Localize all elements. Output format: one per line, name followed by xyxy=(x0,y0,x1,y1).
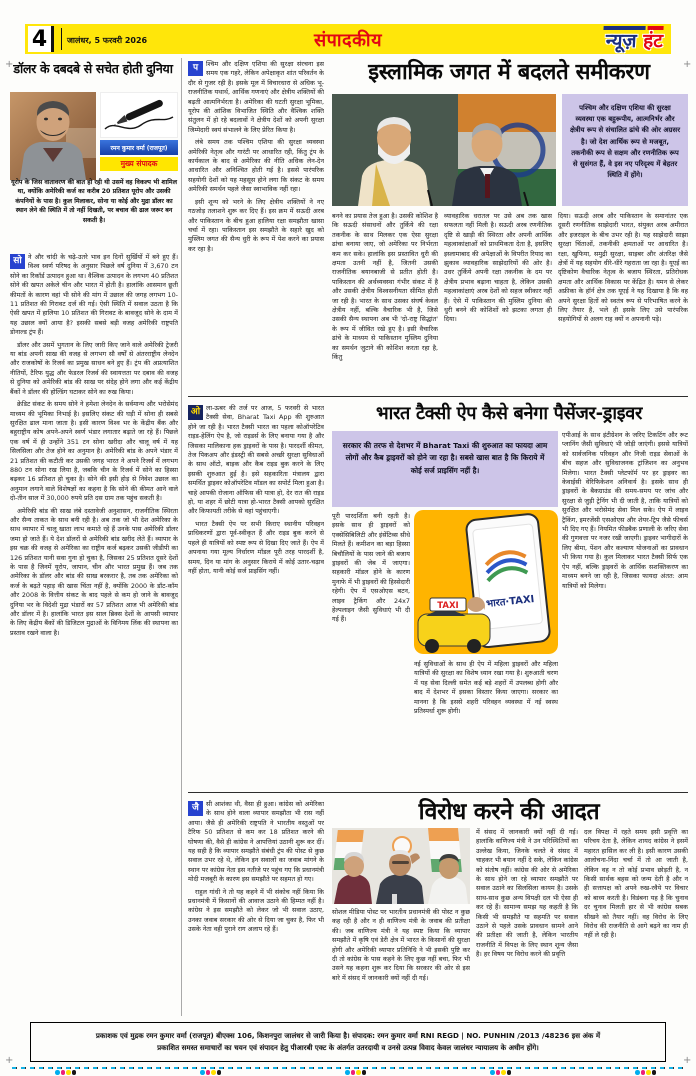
virodh-column-2: में संसद में जानकारी क्यों नहीं दी गई। हालांकि वाणिज्य मंत्री ने उन परिस्थितियों का उल्लेख किया, जिनके चलते वे संसद में चाहकर भी बयान नहीं दे सके, लेकिन कांग्रेस को संतोष नहीं। कांग्रेस की ओर से अमेरिका के साथ होने जा रहे व्यापार समझौते पर सवाल उठाने का सिलसिला कायम है। उसके साथ-साथ कुछ अन्य विपक्षी दल भी ऐसा ही कर रहे हैं। सामान्य समझ यह कहती है कि किसी भी समझौते या सहमति पर सवाल उठाने से पहले उसके प्रावधान सामने आने की प्रतीक्षा की जाती है, लेकिन भारतीय राजनीति में विपक्ष के लिए स्थान शून्य जैसा है। हर विषय पर विरोध करने की प्रवृत्ति xyxy=(476,828,578,959)
masthead-word-2: हंट xyxy=(642,30,664,52)
taxi-paragraph: भारत टैक्सी ऐप पर सभी किराए स्थानीय परिवहन प्राधिकरणों द्वारा पूर्व-स्वीकृत हैं और राइड बुक करने से पहले ही यात्रियों को स्पष्ट रूप से दिखा दिए जाते हैं। ऐप में अपनाया गया मूल्य निर्धारण मॉडल पूरी तरह पारदर्शी है, समय, दिन या मांग के अनुसार किराये में कोई उतार-चढ़ाव नहीं होता, यानी कोई सर्ज प्राइसिंग नहीं। xyxy=(188,519,324,575)
article-separator xyxy=(188,396,688,397)
islamic-paragraph: लंबे समय तक पश्चिम एशिया की सुरक्षा व्यवस्था अमेरिकी नेतृत्व और गारंटी पर आधारित रही, किंतु ट्रंप के कार्यकाल के बाद से अमेरिका की नीति अधिक लेन-देन आधारित और अनिश्चित होती गई है। इससे पारंपरिक सहयोगी देशों को यह महसूस होने लगा कि संकट के समय अमेरिकी समर्थन पहले जैसा स्वाभाविक नहीं रहा। xyxy=(188,138,324,194)
taxi-sign-text: TAXI xyxy=(437,601,459,611)
dollar-body xyxy=(10,253,178,1016)
taxi-paragraph: ला-ऊबर की तर्ज पर आज, 5 फरवरी से भारत टैक्सी सेवा, Bharat Taxi App की शुरुआत होने जा रही है। भारत टैक्सी भारत का पहला कोऑपरेटिव राइड-हेलिंग ऐप है, जो राइडर्स के लिए बनाया गया है और जिसका मालिकाना हक ड्राइवरों के पास है। पारदर्शी कीमत, तेज पिकअप और इंडस्ट्री की सबसे अच्छी सुरक्षा सुविधाओं के साथ ऑटो, बाइक और कैब राइड बुक करने के लिए इसकी शुरुआत हुई है। इसे सहकारिता मंत्रालय द्वारा समर्थित ड्राइवर कोऑपरेटिव मॉडल का सपोर्ट मिला हुआ है। चाहे आपकी रोजाना ऑफिस की यात्रा हो, देर रात की राइड हो, या शहर में छोटी यात्रा हो-भारत टैक्सी आपको सुरक्षित और किफायती तरीके से वहां पहुंचाएगी। xyxy=(188,404,324,516)
congress-leaders-photo xyxy=(332,828,470,904)
crop-mark-icon: + xyxy=(5,59,14,70)
pen-illustration xyxy=(100,92,178,138)
editor-title-badge: मुख्य संपादक xyxy=(100,157,178,171)
dollar-paragraph: अमेरिकी बांड की साख लंबे दस्तावेजी अनुशासन, राजनीतिक स्थिरता और सैन्य ताकत के साथ बनी रही है। अब तक जो भी देश अमेरिका के साथ व्यापार में चालू खाता लाभ कमाते रहे हैं उनके पास अमेरिकी डॉलर जमा हो जाते हैं। ये देश डॉलरों से अमेरिकी बांड खरीद लेते हैं। व्यापार के इस चक्र की वजह से अमेरिका का राष्ट्रीय कर्ज बढ़कर उसकी जीडीपी का 126 प्रतिशत यानी सवा गुना हो चुका है, जिसका 25 प्रतिशत दूसरे देशों के पास है जिनमें यूरोप, जापान, चीन और भारत प्रमुख हैं। जब तक अमेरिका के डॉलर और बांड की साख बरकरार है, तब तक अमेरिका को कर्ज के बढ़ते पहाड़ की खास चिंता नहीं है, क्योंकि 2000 के डॉट-कॉम और 2008 के वित्तीय संकट के बाद पहले से कम हो जाने के बावजूद दुनिया भर के विदेशी मुद्रा भंडारों का 57 प्रतिशत आज भी अमेरिकी बांड और डॉलर में है। हालांकि भारत इस साल ब्रिक्स देशों के आपसी व्यापार के लिए केंद्रीय बैंकों की डिजिटल मुद्राओं के विनिमय लिंक की स्थापना का प्रस्ताव रखने वाला है। xyxy=(10,506,178,637)
virodh-column-3: दल विपक्ष में रहते समय इसी प्रवृत्ति का परिचय देता है, लेकिन शायद कांग्रेस ने इसमें महारत हासिल कर ली है। इसी कारण उसकी आलोचना-निंदा चर्चा में तो आ जाती है, लेकिन वह न तो कोई प्रभाव छोड़ती है, न किसी सार्थक बहस को जन्म देती है और न ही सत्तापक्ष को अपने रुख-रवैये पर विचार को बाध्य करती है। विडंबना यह है कि चुनाव दर चुनाव मिलती हार से भी कांग्रेस सबक सीखने को तैयार नहीं। वह विरोध के लिए विरोध की राजनीति से आगे बढ़ने का नाम ही नहीं ले रही है। xyxy=(584,828,688,940)
editor-photo-image xyxy=(10,92,96,180)
print-registration-line xyxy=(12,1067,684,1069)
crop-mark-icon: + xyxy=(683,59,692,70)
crop-mark-icon: + xyxy=(683,1055,692,1066)
islamic-paragraph: इसी शून्य को भरने के लिए क्षेत्रीय शक्तियों ने नए गठजोड़ तलाशने शुरू कर दिए हैं। इस क्रम में सऊदी अरब और पाकिस्तान के बीच हुआ हालिया रक्षा समझौता खासा चर्चा में रहा। पाकिस्तान इस समझौते के सहारे खुद को मुस्लिम जगत की सैन्य धुरी के रूप में पेश करने का प्रयास कर रहा है। xyxy=(188,197,324,253)
column-rule xyxy=(181,58,182,1016)
page-number: 4 xyxy=(28,26,54,52)
imprint-line-1: प्रकाशक एवं मुद्रक रमन कुमार वर्मा (राजपूत) बीएक्स 106, किशनपुरा जालंधर से जारी किया है। संपादक: रमन कुमार वर्मा RNI REGD | NO. PUNHIN /2013 /48236 इस अंक में xyxy=(95,1031,601,1041)
virodh-paragraph: राहुल गांधी ने तो यह कहने में भी संकोच नहीं किया कि प्रधानमंत्री में किसानों की आवाज उठाने की हिम्मत नहीं है। कांग्रेस ने इस समझौते को लेकर जो भी सवाल उठाए, उनका जवाब सरकार की ओर से दिया जा चुका है, फिर भी उसके नेता वही पुराने राग अलाप रहे हैं। xyxy=(188,887,324,934)
dollar-dropcap: सो xyxy=(10,254,25,269)
virodh-headline: विरोध करने की आदत xyxy=(418,799,600,825)
editor-photo xyxy=(10,92,96,180)
taxi-column-4: एपीआई के साथ इंटीग्रेशन के जरिए टिकटिंग और रूट प्लानिंग जैसी सुविधाएं भी जोड़ी जाएंगी। इससे यात्रियों को सार्वजनिक परिवहन और निजी राइड सेवाओं के बीच सहज और सुविधाजनक ट्रांजिशन का अनुभव मिलेगा। भारत टैक्सी प्लेटफॉर्म पर हर ड्राइवर का केवाईसी वेरिफिकेशन अनिवार्य है। इसके साथ ही ड्राइवरों के बैकग्राउंड की समय-समय पर जांच और सुरक्षा से जुड़ी ट्रेनिंग भी दी जाती है, ताकि यात्रियों को सुरक्षित और भरोसेमंद सेवा मिल सके। ऐप में लाइव ट्रैकिंग, इमरजेंसी एसओएस और शेयर-ट्रिप जैसे फीचर्स भी दिए गए हैं। नियमित फीडबैक प्रणाली के जरिए सेवा की गुणवत्ता पर नजर रखी जाएगी। ड्राइवर भागीदारों के लिए बीमा, पेंशन और कल्याण योजनाओं का प्रावधान भी किया गया है। कुल मिलाकर भारत टैक्सी सिर्फ एक ऐप नहीं, बल्कि ड्राइवरों के आर्थिक सशक्तिकरण का माध्यम बनने जा रही है, जिसका फायदा अंतत: आम यात्रियों को मिलेगा। xyxy=(562,431,688,590)
islamic-column-2: बनने का प्रयास तेज हुआ है। उसकी कोशिश है कि सऊदी संसाधनों और तुर्किये की रक्षा तकनीक के साथ मिलकर एक ऐसा सुरक्षा ढांचा बनाया जाए, जो अमेरिका पर निर्भरता कम कर सके। हालांकि इस प्रस्तावित धुरी की क्षमता उतनी नहीं है, जितनी उसकी राजनीतिक बयानबाजी से प्रतीत होती है। पाकिस्तान की अर्थव्यवस्था गंभीर संकट में है और उसकी क्षेत्रीय विश्वसनीयता सीमित होती जा रही है। भारत के साथ उसका संघर्ष केवल क्षेत्रीय नहीं, बल्कि वैचारिक भी है, जिसे उसकी सैन्य स्थापना अब भी 'दो-राष्ट्र सिद्धांत' के रूप में जीवित रखे हुए है। इसी वैचारिक ढांचे के माध्यम से पाकिस्तान मुस्लिम दुनिया का समर्थन जुटाने की कोशिश करता रहा है, किंतु xyxy=(332,212,438,362)
islamic-paragraph: श्चिम और दक्षिण एशिया की सुरक्षा संरचना इस समय एक गहरे, लेकिन अपेक्षाकृत शांत परिवर्तन के दौर से गुजर रही है। इसके मूल में विचारधारा से अधिक भू-राजनीतिक यथार्थ, आर्थिक गणनाएं और क्षेत्रीय शक्तियों की बढ़ती आत्मनिर्भरता है। अमेरिका की घटती सुरक्षा भूमिका, यूरोप की आंशिक विभाजित स्थिति और वैश्विक शक्ति संतुलन में हो रहे बदलावों ने क्षेत्रीय देशों को अपनी सुरक्षा जिम्मेदारी स्वयं संभालने के लिए प्रेरित किया है। xyxy=(188,60,324,134)
virodh-column-1 xyxy=(188,800,324,1016)
bharat-taxi-app-photo xyxy=(414,510,558,654)
imprint-line-2: प्रकाशित समस्त समाचारों का चयन एवं संपादन हेतु पीआरबी एक्ट के अंतर्गत उतरदायी व उनसे उत्पन्न विवाद केवल जालंधर न्यायालय के अधीन होंगे। xyxy=(157,1043,539,1052)
registration-dots-icon xyxy=(345,1070,366,1075)
registration-dots-icon xyxy=(55,1070,76,1075)
registration-dots-icon xyxy=(490,1070,511,1075)
masthead-logo xyxy=(584,25,663,53)
modi-shehbaz-photo-image xyxy=(332,94,556,206)
editor-name-badge: रमन कुमार वर्मा (राजपूत) xyxy=(100,140,178,155)
dollar-paragraph: क्रेडिट संकट के समय सोने ने हमेशा लेनदेन के सर्वमान्य और भरोसेमंद माध्यम की भूमिका निभाई है। इसलिए संकट की घड़ी में सोना ही सबसे सुरक्षित ढाल माना जाता है। इसी कारण विश्व भर के केंद्रीय बैंक और बहुराष्ट्रीय कोष अपने-अपने स्वर्ण भंडार लगातार बढ़ाते जा रहे हैं। पिछले एक वर्ष में ही उन्होंने 351 टन सोना खरीदा और चालू वर्ष में यह सिलसिला और तेज होने का अनुमान है। अमेरिकी बांड के अपने भंडार में 21 प्रतिशत की कटौती कर उसकी जगह भारत ने अपने रिजर्व में लगभग 880 टन सोना रख लिया है, जबकि चीन के रिजर्व में सोने का हिस्सा बढ़कर 16 प्रतिशत हो चुका है। सोने की इसी होड़ से निवेश उछाल का अनुमान लगाने वाले विशेषज्ञों का कहना है कि सोने की कीमत आने वाले दो-तीन साल में 30,000 रुपये प्रति दस ग्राम तक पहुंच सकती है। xyxy=(10,400,178,503)
islamic-pull-quote-box: पश्चिम और दक्षिण एशिया की सुरक्षा व्यवस्था एक बहुरूपीय, आत्मनिर्भर और क्षेत्रीय रूप से संचालित ढांचे की ओर अग्रसर है। जो देश आर्थिक रूप से मजबूत, तकनीकी रूप से सक्षम और रणनीतिक रूप से सुसंगत हैं, वे इस नए परिदृश्य में बेहतर स्थिति में होंगे। xyxy=(562,94,688,206)
taxi-column-3: नई सुविधाओं के साथ ही ऐप में महिला ड्राइवरों और महिला यात्रियों की सुरक्षा का विशेष ध्यान रखा गया है। शुरुआती चरण में यह सेवा दिल्ली समेत कई बड़े शहरों में उपलब्ध होगी और बाद में देशभर में इसका विस्तार किया जाएगा। सरकार का मानना है कि इससे शहरी परिवहन व्यवस्था में नई स्वस्थ प्रतिस्पर्धा शुरू होगी। xyxy=(414,660,558,716)
taxi-dropcap: ओ xyxy=(188,405,203,420)
bharat-taxi-app-image xyxy=(414,510,558,654)
dollar-headline: डॉलर के दबदबे से सचेत होती दुनिया xyxy=(13,61,173,76)
section-title: संपादकीय xyxy=(313,30,383,51)
virodh-below-photo-text: सोशल मीडिया पोस्ट पर भारतीय प्रधानमंत्री की पोस्ट न कुछ कह रही है और न ही वाणिज्य मंत्री के जवाब की प्रतीक्षा की। जब वाणिज्य मंत्री ने यह स्पष्ट किया कि व्यापार समझौते में कृषि एवं डेरी क्षेत्र में भारत के किसानों की सुरक्षा होगी और अमेरिकी व्यापार प्रतिनिधि ने भी इसकी पुष्टि कर दी तो कांग्रेस के पास कहने के लिए कुछ नहीं बचा, फिर भी उसने यह कहना शुरू कर दिया कि सरकार की ओर से इस बारे में संसद में जानकारी क्यों नहीं दी गई। xyxy=(332,908,470,982)
taxi-column-2: पूरी पारदर्शिता बनी रहती है। इसके साथ ही ड्राइवरों को एक्सेसिबिलिटी और इंसेंटिव्स सीधे मिलते हैं। कमीशन का बड़ा हिस्सा बिचौलियों के पास जाने की बजाय ड्राइवरों की जेब में जाएगा। सहकारी मॉडल होने के कारण मुनाफे में भी ड्राइवरों की हिस्सेदारी रहेगी। ऐप में एसओएस बटन, लाइव ट्रैकिंग और 24x7 हेल्पलाइन जैसी सुविधाएं भी दी गई हैं। xyxy=(332,512,410,624)
page-header xyxy=(25,24,671,54)
dollar-paragraph: डॉलर और उसमें भुगतान के लिए जारी किए जाने वाले अमेरिकी ट्रेजरी या बांड अपनी साख की वजह से लगभग सौ वर्षों से अंतरराष्ट्रीय लेनदेन और राजकोषों के रिजर्व का प्रमुख साधन बने हुए हैं। ट्रंप की अप्रत्याशित नीतियों, टैरिफ युद्ध और फेडरल रिजर्व की स्वायत्तता पर दबाव की वजह से दुनिया को अमेरिकी बांड की साख पर संदेह होने लगा और कई केंद्रीय बैंकों ने डॉलर की होल्डिंग घटाकर सोने का रुख किया। xyxy=(10,340,178,396)
islamic-column-1 xyxy=(188,60,324,392)
taxi-headline: भारत टैक्सी ऐप कैसे बनेगा पैसेंजर-ड्राइवर xyxy=(375,403,643,424)
registration-dots-icon xyxy=(200,1070,221,1075)
virodh-dropcap: जै xyxy=(188,801,203,816)
taxi-column-1 xyxy=(188,404,324,788)
dollar-intro: यूरोप के जिस वातावरण की बात हो रही थी उसमें वह विकल्प भी शामिल था, क्योंकि अमेरिकी कर्ज का करीब 20 प्रतिशत यूरोप और उसकी कंपनियों के पास है। कुल मिलाकर, सोना या कोई और मुद्रा डॉलर का स्थान लेने की स्थिति में तो नहीं दिखती, पर बचाव की ढाल जरूर बन सकती है। xyxy=(11,179,177,224)
dollar-paragraph: ने और चांदी के चढ़े-उतरे भाव इन दिनों सुर्खियों में बने हुए हैं। विश्व स्वर्ण परिषद के अनुसार पिछले वर्ष दुनिया में 3,670 टन सोने का रिकॉर्ड उत्पादन हुआ था। वैश्विक उत्पादन के लगभग 40 प्रतिशत सोने की खपत अकेले चीन और भारत में होती है। हालांकि आसमान छूती कीमतों के कारण वहां भी सोने की मांग में उछाल की जगह लगभग 10-11 प्रतिशत की गिरावट दर्ज की गई। ऐसी स्थिति में सवाल उठता है कि ऐसी खपत में हालिया 10 प्रतिशत की गिरावट के बावजूद सोने के दाम में यह उछाल क्यों आया है? इसकी सबसे बड़ी वजह अमेरिकी राष्ट्रपति डोनाल्ड ट्रंप हैं। xyxy=(10,253,178,337)
islamic-headline: इस्लामिक जगत में बदलते समीकरण xyxy=(368,60,650,85)
pen-icon xyxy=(101,93,177,137)
imprint-box xyxy=(30,1022,666,1062)
dateline: जालंधर, 5 फरवरी 2026 xyxy=(67,36,148,45)
taxi-app-logo-text: भारत·TAXI xyxy=(485,594,535,611)
modi-shehbaz-photo xyxy=(332,94,556,206)
congress-leaders-photo-image xyxy=(332,828,470,904)
islamic-column-3: व्यावहारिक धरातल पर उसे अब तक खास सफलता नहीं मिली है। सऊदी अरब रणनीतिक दृष्टि से खाड़ी की स्थिरता और अपनी आर्थिक महत्वाकांक्षाओं को प्राथमिकता देता है, इसलिए इस्लामाबाद की अपेक्षाओं के विपरीत रियाद का झुकाव व्यावहारिक साझेदारियों की ओर है। उधर तुर्किये अपनी रक्षा तकनीक के दम पर क्षेत्रीय प्रभाव बढ़ाना चाहता है, लेकिन उसकी महत्वाकांक्षाएं अरब देशों को सहज स्वीकार नहीं हैं। ऐसे में पाकिस्तान की मुस्लिम दुनिया की धुरी बनने की कोशिशों को झटका लगता ही दिया। xyxy=(444,212,552,324)
taxi-standfirst-box: सरकार की तरफ से देशभर में Bharat Taxi की शुरुआत का फायदा आम लोगों और कैब ड्राइवरों को होने जा रहा है। सबसे खास बात है कि किराये में कोई सर्ज प्राइसिंग नहीं है। xyxy=(332,431,558,507)
crop-mark-icon: + xyxy=(5,1055,14,1066)
islamic-column-4: दिया। सऊदी अरब और पाकिस्तान के समानांतर एक दूसरी रणनीतिक साझेदारी भारत, संयुक्त अरब अमीरात और इजराइल के बीच उभर रही है। यह साझेदारी साझा सुरक्षा चिंताओं, तकनीकी क्षमताओं पर आधारित है। रक्षा, खुफिया, समुद्री सुरक्षा, साइबर और अंतरिक्ष जैसे क्षेत्रों में यह सहयोग धीरे-धीरे गहराता जा रहा है। यूएई का दृष्टिकोण वैचारिक नेतृत्व के बजाय स्थिरता, प्रतिरोधक क्षमता और आर्थिक विकास पर केंद्रित है। यमन से लेकर अफ्रीका के हॉर्न क्षेत्र तक यूएई ने यह दिखाया है कि वह अपने सुरक्षा हितों को स्वतंत्र रूप से परिभाषित करने के लिए तैयार है, भले ही इसके लिए उसे पारंपरिक सहयोगियों से अलग राह क्यों न अपनानी पड़े। xyxy=(558,212,688,324)
article-separator xyxy=(188,792,688,793)
registration-dots-icon xyxy=(635,1070,656,1075)
virodh-paragraph: सी आशंका थी, वैसा ही हुआ। कांग्रेस को अमेरिका के साथ होने वाला व्यापार समझौता भी रास नहीं आया। जैसे ही अमेरिकी राष्ट्रपति ने भारतीय वस्तुओं पर टैरिफ 50 प्रतिशत से कम कर 18 प्रतिशत करने की घोषणा की, वैसे ही कांग्रेस ने आपत्तियां उठानी शुरू कर दीं। यह सही है कि व्यापार समझौते संबंधी ट्रंप की पोस्ट से कुछ सवाल उभर रहे थे, लेकिन इन सवालों का जवाब मांगने के स्थान पर कांग्रेस नेता इस नतीजे पर पहुंच गए कि प्रधानमंत्री मोदी मजबूरी के कारण इस समझौते पर सहमत हो गए। xyxy=(188,800,324,884)
islamic-dropcap: प xyxy=(188,61,203,76)
masthead-word-1: न्यूज़ xyxy=(605,30,638,52)
